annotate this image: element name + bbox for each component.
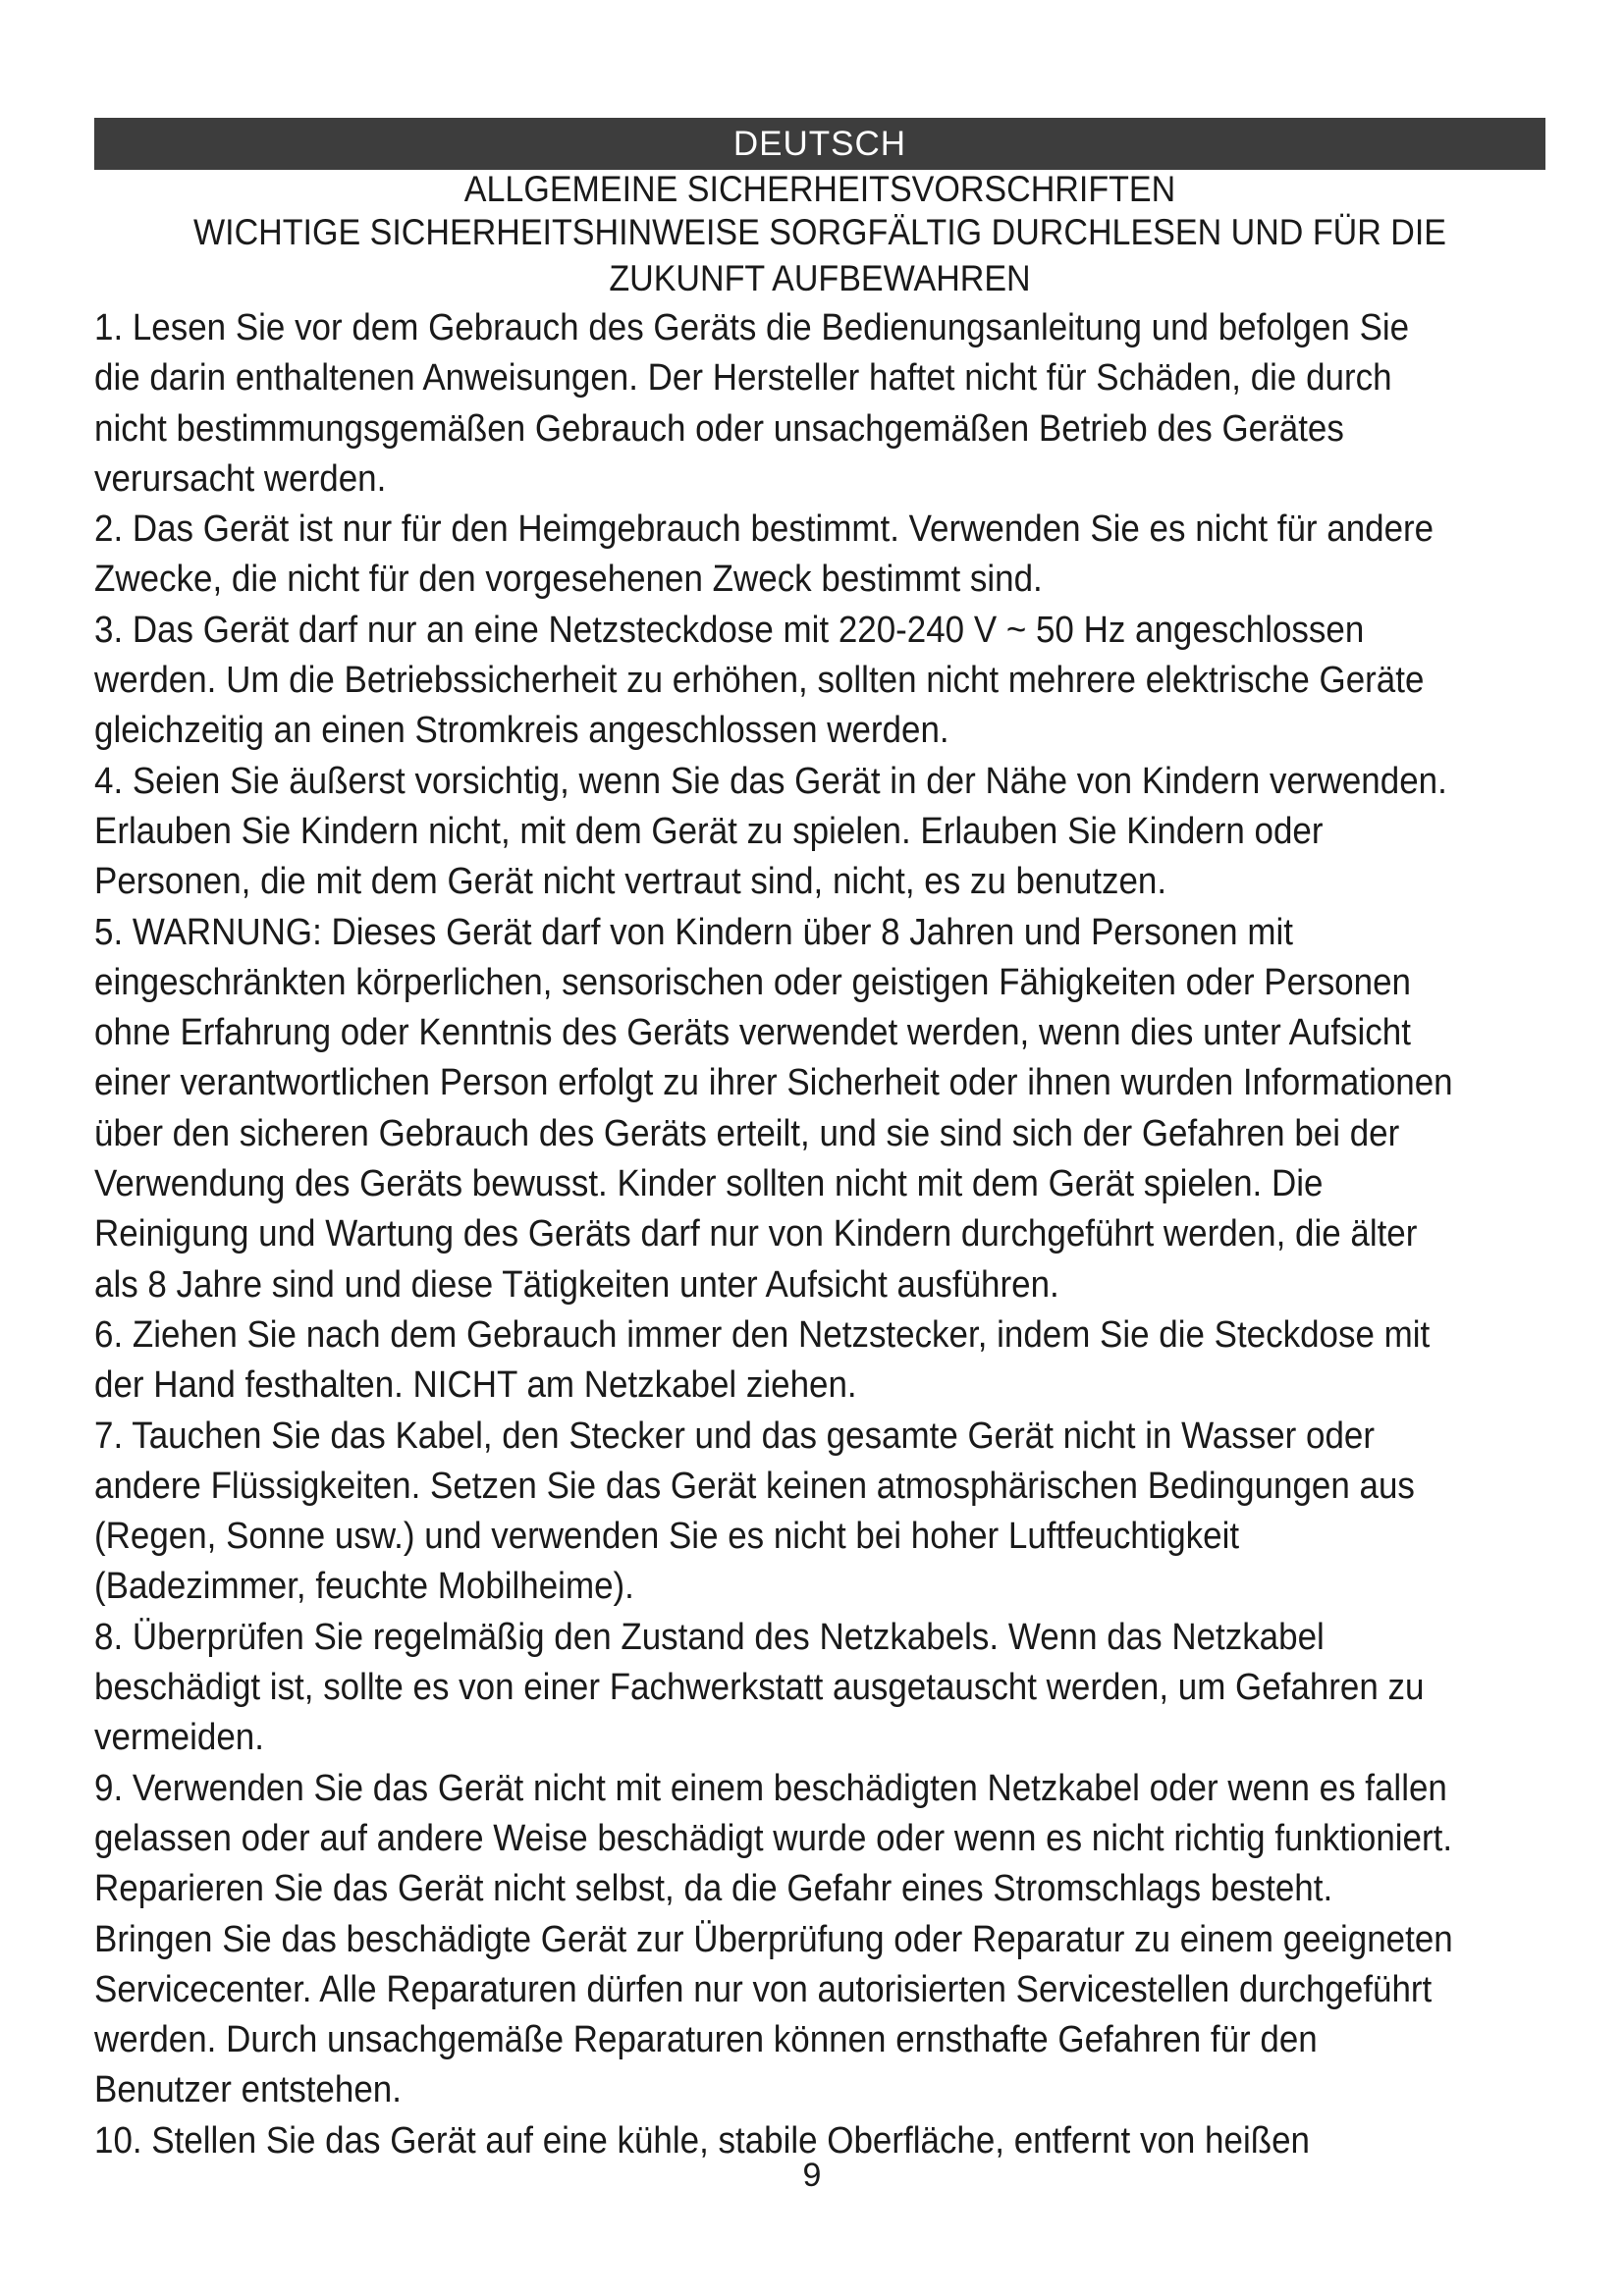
- language-label: DEUTSCH: [732, 125, 907, 163]
- safety-instruction-10: 10. Stellen Sie das Gerät auf eine kühle, stabile Oberfläche, entfernt von heißen: [94, 2119, 1310, 2162]
- safety-instruction-7: 7. Tauchen Sie das Kabel, den Stecker und das gesamte Gerät nicht in Wasser oder andere Flüssigkeiten. Setzen Sie das Gerät keinen atmosphärischen Bedingungen aus (Regen, Sonne usw.) und verwenden Sie es nicht bei hoher Luftfeuchtigkeit (Badezimmer, feuchte Mobilheime).: [94, 1415, 1415, 1608]
- safety-instruction-5: 5. WARNUNG: Dieses Gerät darf von Kindern über 8 Jahren und Personen mit eingeschränkten körperlichen, sensorischen oder geistigen Fähigkeiten oder Personen ohne Erfahrung oder Kenntnis des Geräts verwendet werden, wenn dies unter Aufsicht einer verantwortlichen Person erfolgt zu ihrer Sicherheit oder ihnen wurden Informationen über den sicheren Gebrauch des Geräts erteilt, und sie sind sich der Gefahren bei der Verwendung des Geräts bewusst. Kinder sollten nicht mit dem Gerät spielen. Die Reinigung und Wartung des Geräts darf nur von Kindern durchgeführt werden, die älter als 8 Jahre sind und diese Tätigkeiten unter Aufsicht ausführen.: [94, 911, 1453, 1306]
- safety-instruction-6: 6. Ziehen Sie nach dem Gebrauch immer den Netzstecker, indem Sie die Steckdose mit der Hand festhalten. NICHT am Netzkabel ziehen.: [94, 1313, 1431, 1407]
- safety-instruction-3: 3. Das Gerät darf nur an eine Netzsteckdose mit 220-240 V ~ 50 Hz angeschlossen werden. Um die Betriebssicherheit zu erhöhen, sollten nicht mehrere elektrische Geräte gleichzeitig an einen Stromkreis angeschlossen werden.: [94, 609, 1425, 752]
- section-subtitle-line-1: WICHTIGE SICHERHEITSHINWEISE SORGFÄLTIG DURCHLESEN UND FÜR DIE: [193, 212, 1446, 252]
- safety-instruction-1: 1. Lesen Sie vor dem Gebrauch des Geräts die Bedienungsanleitung und befolgen Sie die darin enthaltenen Anweisungen. Der Hersteller haftet nicht für Schäden, die durch nicht bestimmungsgemäßen Gebrauch oder unsachgemäßen Betrieb des Gerätes verursacht werden.: [94, 307, 1410, 500]
- section-title: ALLGEMEINE SICHERHEITSVORSCHRIFTEN: [463, 169, 1176, 209]
- safety-instruction-4: 4. Seien Sie äußerst vorsichtig, wenn Sie das Gerät in der Nähe von Kindern verwenden. Erlauben Sie Kindern nicht, mit dem Gerät zu spielen. Erlauben Sie Kindern oder Personen, die mit dem Gerät nicht vertraut sind, nicht, es zu benutzen.: [94, 760, 1447, 903]
- safety-instruction-9: 9. Verwenden Sie das Gerät nicht mit einem beschädigten Netzkabel oder wenn es fallen gelassen oder auf andere Weise beschädigt wurde oder wenn es nicht richtig funktioniert. Reparieren Sie das Gerät nicht selbst, da die Gefahr eines Stromschlags besteht. Bringen Sie das beschädigte Gerät zur Überprüfung oder Reparatur zu einem geeigneten Servicecenter. Alle Reparaturen dürfen nur von autorisierten Servicestellen durchgeführt werden. Durch unsachgemäße Reparaturen können ernsthafte Gefahren für den Benutzer entstehen.: [94, 1767, 1453, 2111]
- section-subtitle-line-2: ZUKUNFT AUFBEWAHREN: [609, 258, 1031, 298]
- safety-instruction-2: 2. Das Gerät ist nur für den Heimgebrauch bestimmt. Verwenden Sie es nicht für andere Zwecke, die nicht für den vorgesehenen Zweck bestimmt sind.: [94, 508, 1435, 601]
- document-page: [94, 118, 1545, 2166]
- safety-instruction-8: 8. Überprüfen Sie regelmäßig den Zustand des Netzkabels. Wenn das Netzkabel beschädigt ist, sollte es von einer Fachwerkstatt ausgetauscht werden, um Gefahren zu vermeiden.: [94, 1616, 1425, 1759]
- safety-instructions-list: [94, 303, 1545, 2166]
- page-number: 9: [802, 2157, 822, 2194]
- language-bar: [94, 118, 1545, 170]
